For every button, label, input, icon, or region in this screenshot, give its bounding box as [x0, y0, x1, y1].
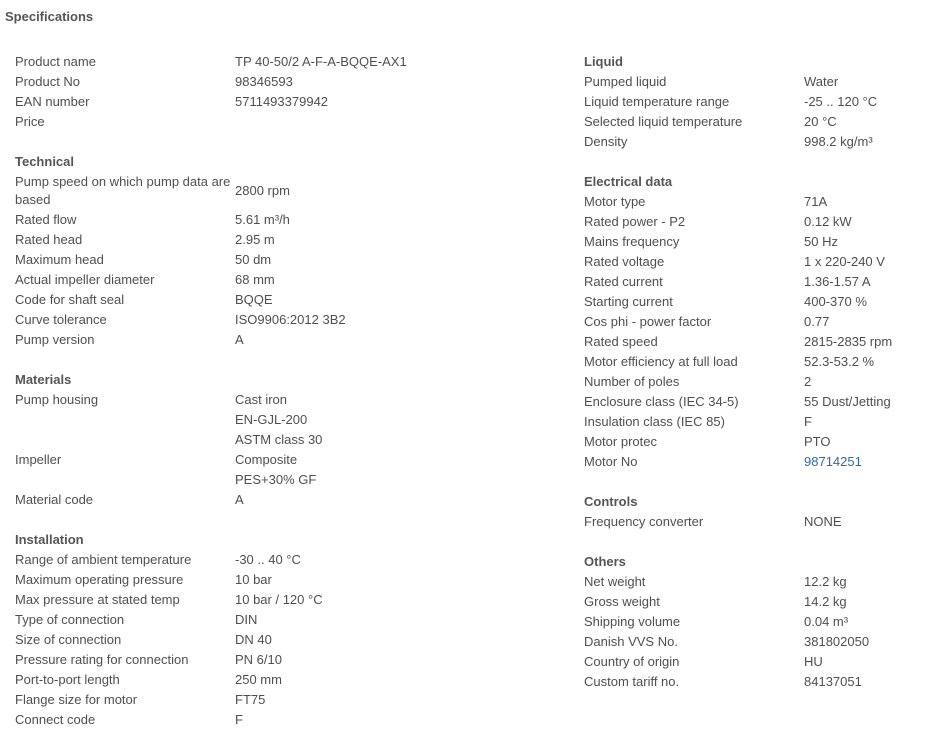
spec-value: -30 .. 40 °C	[235, 552, 301, 567]
spec-values	[235, 590, 570, 610]
spec-value: ASTM class 30	[235, 432, 323, 447]
spec-row-mains-frequency	[584, 232, 924, 252]
spec-row-starting-current	[584, 292, 924, 312]
section-controls	[584, 492, 924, 532]
spec-label: Rated head	[15, 232, 83, 247]
spec-values	[804, 672, 924, 692]
spec-value: 2	[804, 374, 812, 389]
spec-row-insulation-class-iec-85	[584, 412, 924, 432]
spec-value: 10 bar / 120 °C	[235, 592, 323, 607]
spec-label: Cos phi - power factor	[584, 314, 712, 329]
spec-label: Danish VVS No.	[584, 634, 678, 649]
spec-values	[804, 632, 924, 652]
spec-value: DN 40	[235, 632, 272, 647]
spec-value: 998.2 kg/m³	[804, 134, 873, 149]
spec-values	[235, 172, 570, 210]
spec-row-ean-number	[15, 92, 570, 112]
spec-row-rated-voltage	[584, 252, 924, 272]
spec-row-range-of-ambient-temperature	[15, 550, 570, 570]
spec-value-link[interactable]: 98714251	[804, 454, 862, 469]
spec-value: 10 bar	[235, 572, 272, 587]
spec-values	[235, 270, 570, 290]
spec-label: Motor type	[584, 194, 646, 209]
spec-row-impeller	[15, 450, 570, 490]
section-others	[584, 552, 924, 692]
spec-label: Pressure rating for connection	[15, 652, 189, 667]
spec-row-material-code	[15, 490, 570, 510]
spec-row-number-of-poles	[584, 372, 924, 392]
spec-values	[235, 52, 570, 72]
spec-row-frequency-converter	[584, 512, 924, 532]
spec-values	[235, 92, 570, 112]
spec-values	[804, 292, 924, 312]
section-materials	[15, 370, 570, 510]
spec-label: Product No	[15, 74, 81, 89]
spec-value: F	[804, 414, 812, 429]
spec-row-motor-efficiency-at-full-load	[584, 352, 924, 372]
spec-values	[235, 72, 570, 92]
section-title-controls: Controls	[584, 494, 638, 509]
spec-value: 2815-2835 rpm	[804, 334, 893, 349]
spec-row-gross-weight	[584, 592, 924, 612]
spec-values	[804, 572, 924, 592]
spec-values	[235, 250, 570, 270]
spec-values	[235, 230, 570, 250]
spec-value: -25 .. 120 °C	[804, 94, 878, 109]
spec-value: 1 x 220-240 V	[804, 254, 885, 269]
spec-row-pump-housing	[15, 390, 570, 450]
spec-values	[804, 92, 924, 112]
spec-value: Composite	[235, 452, 298, 467]
spec-label: Size of connection	[15, 632, 122, 647]
spec-value: 2800 rpm	[235, 183, 290, 198]
spec-label: Code for shaft seal	[15, 292, 125, 307]
spec-values	[804, 192, 924, 212]
spec-value	[235, 112, 570, 132]
spec-value: 55 Dust/Jetting	[804, 394, 891, 409]
spec-values	[804, 212, 924, 232]
section-installation	[15, 530, 570, 730]
spec-label: Pump housing	[15, 392, 99, 407]
spec-values	[235, 710, 570, 730]
spec-label: Flange size for motor	[15, 692, 138, 707]
spec-label: Material code	[15, 492, 94, 507]
spec-row-product-name	[15, 52, 570, 72]
spec-label: Range of ambient temperature	[15, 552, 192, 567]
section-title-installation: Installation	[15, 532, 84, 547]
section-liquid	[584, 52, 924, 152]
page-title: Specifications	[5, 9, 94, 24]
section-electrical	[584, 172, 924, 472]
spec-row-selected-liquid-temperature	[584, 112, 924, 132]
spec-label: Port-to-port length	[15, 672, 120, 687]
spec-value: NONE	[804, 514, 842, 529]
spec-values	[804, 332, 924, 352]
spec-row-motor-protec	[584, 432, 924, 452]
spec-values	[804, 592, 924, 612]
spec-label: Country of origin	[584, 654, 680, 669]
spec-row-maximum-head	[15, 250, 570, 270]
spec-value: 0.12 kW	[804, 214, 852, 229]
spec-values	[235, 490, 570, 510]
spec-label: Impeller	[15, 452, 62, 467]
spec-label: Price	[15, 114, 45, 129]
section-title-technical: Technical	[15, 154, 75, 169]
spec-values	[804, 652, 924, 672]
spec-label: Gross weight	[584, 594, 660, 609]
spec-row-rated-speed	[584, 332, 924, 352]
spec-value: 0.04 m³	[804, 614, 849, 629]
spec-row-price	[15, 112, 570, 132]
spec-row-port-to-port-length	[15, 670, 570, 690]
section-title-liquid: Liquid	[584, 54, 623, 69]
spec-label: Motor protec	[584, 434, 657, 449]
spec-values	[804, 432, 924, 452]
spec-values	[804, 372, 924, 392]
spec-label: Selected liquid temperature	[584, 114, 743, 129]
spec-label: Type of connection	[15, 612, 125, 627]
spec-values	[804, 72, 924, 92]
spec-label: Density	[584, 134, 628, 149]
spec-label: Rated flow	[15, 212, 77, 227]
spec-values	[235, 330, 570, 350]
spec-row-code-for-shaft-seal	[15, 290, 570, 310]
section-title-electrical: Electrical data	[584, 174, 673, 189]
spec-values	[235, 550, 570, 570]
spec-row-pump-speed-on-which-pump-data-are-based	[15, 172, 570, 210]
spec-values	[235, 310, 570, 330]
spec-label: Starting current	[584, 294, 673, 309]
spec-value: PN 6/10	[235, 652, 282, 667]
spec-label: Custom tariff no.	[584, 674, 680, 689]
spec-row-enclosure-class-iec-34-5	[584, 392, 924, 412]
spec-value: 1.36-1.57 A	[804, 274, 871, 289]
spec-label: Maximum head	[15, 252, 104, 267]
spec-row-motor-type	[584, 192, 924, 212]
spec-value: 381802050	[804, 634, 870, 649]
spec-row-type-of-connection	[15, 610, 570, 630]
spec-row-motor-no	[584, 452, 924, 472]
spec-row-pump-version	[15, 330, 570, 350]
spec-value: F	[235, 712, 243, 727]
section-title-materials: Materials	[15, 372, 72, 387]
spec-values	[235, 290, 570, 310]
spec-label: Motor No	[584, 454, 638, 469]
spec-label: Liquid temperature range	[584, 94, 730, 109]
spec-values	[235, 630, 570, 650]
spec-value: HU	[804, 654, 823, 669]
spec-row-shipping-volume	[584, 612, 924, 632]
spec-row-pumped-liquid	[584, 72, 924, 92]
spec-value: 12.2 kg	[804, 574, 847, 589]
spec-row-custom-tariff-no	[584, 672, 924, 692]
spec-value: 400-370 %	[804, 294, 867, 309]
spec-row-connect-code	[15, 710, 570, 730]
spec-values	[235, 650, 570, 670]
spec-value: 0.77	[804, 314, 830, 329]
spec-row-product-no	[15, 72, 570, 92]
spec-label: Frequency converter	[584, 514, 704, 529]
spec-row-actual-impeller-diameter	[15, 270, 570, 290]
spec-row-rated-flow	[15, 210, 570, 230]
spec-values	[235, 210, 570, 230]
spec-value: A	[235, 492, 244, 507]
spec-row-max-pressure-at-stated-temp	[15, 590, 570, 610]
spec-values	[235, 390, 570, 450]
spec-value: FT75	[235, 692, 266, 707]
spec-value: 98346593	[235, 74, 293, 89]
spec-value: ISO9906:2012 3B2	[235, 312, 346, 327]
spec-values	[235, 570, 570, 590]
spec-value: EN-GJL-200	[235, 412, 308, 427]
spec-label: Insulation class (IEC 85)	[584, 414, 725, 429]
spec-values	[804, 232, 924, 252]
spec-label: Rated speed	[584, 334, 658, 349]
spec-value: DIN	[235, 612, 258, 627]
spec-value: 50 dm	[235, 252, 272, 267]
section-title-others: Others	[584, 554, 626, 569]
spec-values	[804, 512, 924, 532]
spec-value: BQQE	[235, 292, 273, 307]
spec-value: Cast iron	[235, 392, 288, 407]
spec-value: 5.61 m³/h	[235, 212, 290, 227]
spec-values	[804, 452, 924, 472]
spec-row-net-weight	[584, 572, 924, 592]
spec-value: A	[235, 332, 244, 347]
spec-label: EAN number	[15, 94, 90, 109]
spec-values	[804, 352, 924, 372]
spec-value: 84137051	[804, 674, 862, 689]
spec-label: Rated current	[584, 274, 663, 289]
spec-label: Number of poles	[584, 374, 680, 389]
spec-value: 50 Hz	[804, 234, 838, 249]
spec-values	[235, 690, 570, 710]
spec-value: TP 40-50/2 A-F-A-BQQE-AX1	[235, 54, 407, 69]
spec-label: Enclosure class (IEC 34-5)	[584, 394, 739, 409]
spec-label: Shipping volume	[584, 614, 681, 629]
spec-row-maximum-operating-pressure	[15, 570, 570, 590]
spec-value: 20 °C	[804, 114, 837, 129]
spec-row-rated-current	[584, 272, 924, 292]
spec-values	[804, 272, 924, 292]
spec-value: 52.3-53.2 %	[804, 354, 875, 369]
spec-value: 250 mm	[235, 672, 282, 687]
spec-value: Water	[804, 74, 839, 89]
spec-values	[235, 450, 570, 490]
spec-row-cos-phi-power-factor	[584, 312, 924, 332]
spec-row-rated-head	[15, 230, 570, 250]
spec-values	[804, 132, 924, 152]
spec-row-density	[584, 132, 924, 152]
spec-values	[804, 252, 924, 272]
spec-row-size-of-connection	[15, 630, 570, 650]
spec-row-liquid-temperature-range	[584, 92, 924, 112]
spec-label: Pump speed on which pump data are based	[15, 174, 231, 207]
spec-value: 2.95 m	[235, 232, 275, 247]
spec-value: 14.2 kg	[804, 594, 847, 609]
spec-label: Mains frequency	[584, 234, 680, 249]
spec-values	[804, 312, 924, 332]
spec-label: Curve tolerance	[15, 312, 107, 327]
section-technical	[15, 152, 570, 350]
spec-label: Connect code	[15, 712, 96, 727]
spec-label: Rated voltage	[584, 254, 665, 269]
left-column	[15, 52, 570, 750]
spec-label: Net weight	[584, 574, 646, 589]
spec-row-danish-vvs-no	[584, 632, 924, 652]
spec-label: Product name	[15, 54, 96, 69]
spec-row-curve-tolerance	[15, 310, 570, 330]
right-column	[584, 52, 924, 712]
spec-value: 68 mm	[235, 272, 275, 287]
spec-label: Actual impeller diameter	[15, 272, 155, 287]
spec-label: Max pressure at stated temp	[15, 592, 180, 607]
spec-value: PES+30% GF	[235, 472, 317, 487]
spec-values	[804, 412, 924, 432]
section-general	[15, 52, 570, 132]
spec-value: PTO	[804, 434, 831, 449]
spec-values	[235, 610, 570, 630]
spec-label: Rated power - P2	[584, 214, 686, 229]
spec-values	[235, 112, 570, 132]
spec-row-country-of-origin	[584, 652, 924, 672]
spec-label: Maximum operating pressure	[15, 572, 184, 587]
spec-label: Pumped liquid	[584, 74, 667, 89]
spec-values	[804, 612, 924, 632]
spec-row-flange-size-for-motor	[15, 690, 570, 710]
spec-label: Motor efficiency at full load	[584, 354, 738, 369]
spec-values	[804, 112, 924, 132]
spec-label: Pump version	[15, 332, 95, 347]
spec-row-pressure-rating-for-connection	[15, 650, 570, 670]
spec-value: 5711493379942	[235, 94, 329, 109]
spec-values	[804, 392, 924, 412]
spec-row-rated-power-p2	[584, 212, 924, 232]
spec-values	[235, 670, 570, 690]
spec-value: 71A	[804, 194, 828, 209]
